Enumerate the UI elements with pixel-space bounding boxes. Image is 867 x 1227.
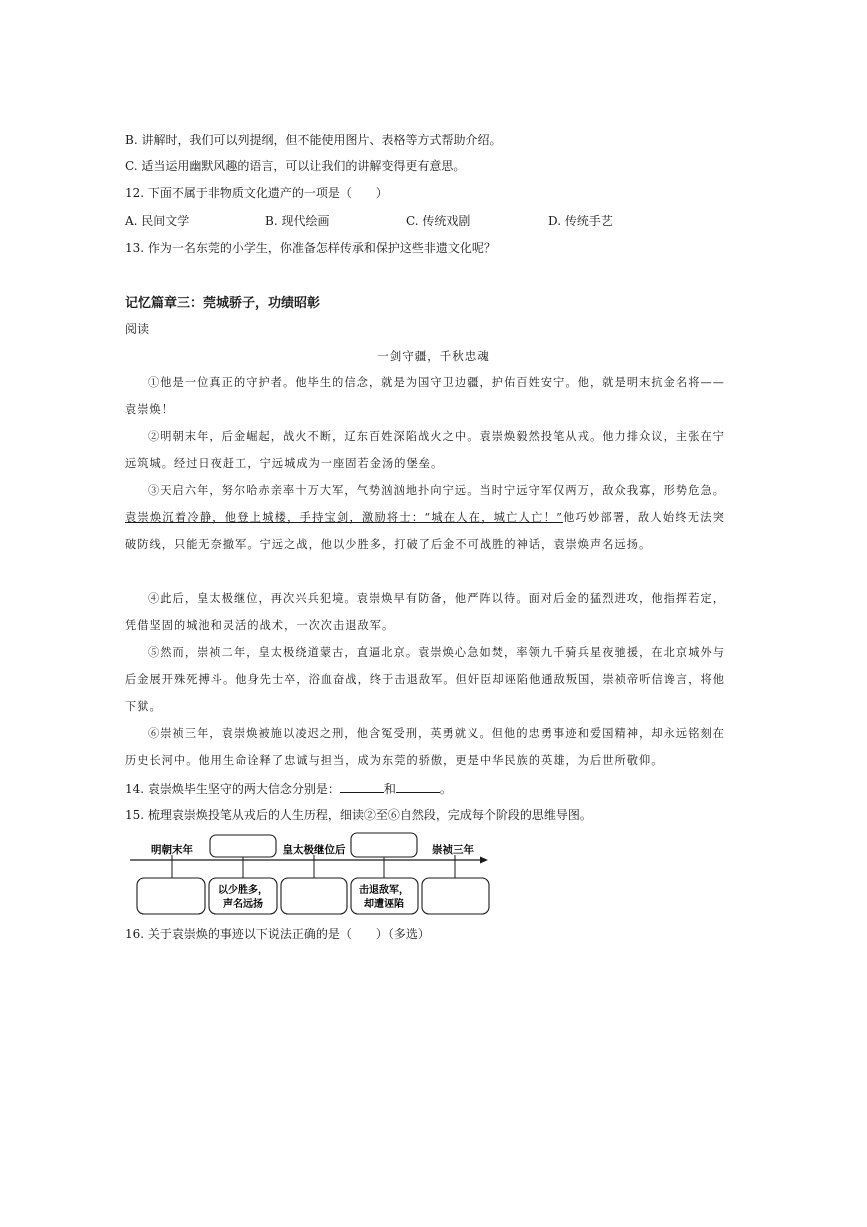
question-12: 12. 下面不属于非物质文化遗产的一项是（ ）: [125, 186, 388, 200]
box2-line-1: 以少胜多，: [218, 885, 268, 896]
option-b-line: B. 讲解时，我们可以列提纲，但不能使用图片、表格等方式帮助介绍。: [125, 133, 502, 147]
stage-label-2: 皇太极继位后: [282, 844, 346, 856]
upper-answer-box-1[interactable]: [210, 835, 276, 857]
box4-line-1: 击退敌军，: [359, 885, 409, 896]
box2-line-2: 声名远扬: [223, 899, 263, 910]
q14-middle: 和: [383, 782, 396, 796]
stage-label-3: 崇祯三年: [432, 844, 474, 856]
p3-part-b: 他巧妙部署，敌人始终无法突破防线，只能无奈撤军。宁远之战，他以少胜多，打破了后金不可战胜的神话，袁崇焕声名远扬。: [125, 511, 725, 551]
q12-option-d: D. 传统手艺: [548, 214, 613, 228]
article-paragraph-5: ⑤然而，崇祯二年，皇太极绕道蒙古，直逼北京。袁崇焕心急如焚，率领九千骑兵星夜驰援，在北京城外与后金展开殊死搏斗。他身先士卒，浴血奋战，终于击退敌军。但奸臣却诬陷他通敌叛国，崇祯帝听信谗言，将他下狱。: [125, 646, 725, 713]
p3-part-a: ③天启六年，努尔哈赤亲率十万大军，气势汹汹地扑向宁远。当时宁远守军仅两万，敌众我寡，形势危急。: [148, 484, 725, 497]
timeline-arrowhead: [480, 857, 488, 864]
p3-underlined-sentence: 袁崇焕沉着冷静，他登上城楼，手持宝剑，激励将士：“城在人在，城亡人亡！”: [125, 511, 563, 524]
section-heading: 记忆篇章三：莞城骄子，功绩昭彰: [125, 296, 321, 311]
article-title: 一剑守疆，千秋忠魂: [377, 349, 490, 363]
option-c-line: C. 适当运用幽默风趣的语言，可以让我们的讲解变得更有意思。: [125, 159, 466, 173]
article-paragraph-4: ④此后，皇太极继位，再次兴兵犯境。袁崇焕早有防备，他严阵以待。面对后金的猛烈进攻，他指挥若定，凭借坚固的城池和灵活的战术，一次次击退敌军。: [125, 592, 725, 632]
reading-label: 阅读: [125, 322, 150, 336]
q14-prefix: 14. 袁崇焕毕生坚守的两大信念分别是：: [125, 782, 340, 796]
article-paragraph-2: ②明朝末年，后金崛起，战火不断，辽东百姓深陷战火之中。袁崇焕毅然投笔从戎。他力排众议，主张在宁远筑城。经过日夜赶工，宁远城成为一座固若金汤的堡垒。: [125, 430, 725, 470]
article-paragraph-6: ⑥崇祯三年，袁崇焕被施以凌迟之刑，他含冤受刑，英勇就义。但他的忠勇事迹和爱国精神，却永远铭刻在历史长河中。他用生命诠释了忠诚与担当，成为东莞的骄傲，更是中华民族的英雄，为后世所敬仰。: [125, 727, 725, 767]
q12-option-a: A. 民间文学: [125, 214, 190, 228]
article-paragraph-1: ①他是一位真正的守护者。他毕生的信念，就是为国守卫边疆，护佑百姓安宁。他，就是明末抗金名将——袁崇焕！: [125, 376, 725, 416]
q12-option-b: B. 现代绘画: [265, 214, 330, 228]
question-15: 15. 梳理袁崇焕投笔从戎后的人生历程，细读②至⑥自然段，完成每个阶段的思维导图。: [125, 808, 592, 822]
upper-answer-box-2[interactable]: [351, 833, 417, 857]
lower-answer-box-1[interactable]: [137, 878, 205, 914]
lower-answer-box-5[interactable]: [422, 878, 489, 914]
q14-suffix: 。: [439, 782, 452, 796]
box4-line-2: 却遭诬陷: [364, 899, 404, 910]
q12-option-c: C. 传统戏剧: [406, 214, 471, 228]
lower-answer-box-3[interactable]: [281, 878, 347, 914]
question-16: 16. 关于袁崇焕的事迹以下说法正确的是（ ）（多选）: [125, 927, 430, 941]
stage-label-1: 明朝末年: [151, 844, 193, 856]
question-13: 13. 作为一名东莞的小学生，你准备怎样传承和保护这些非遗文化呢？: [125, 241, 496, 255]
